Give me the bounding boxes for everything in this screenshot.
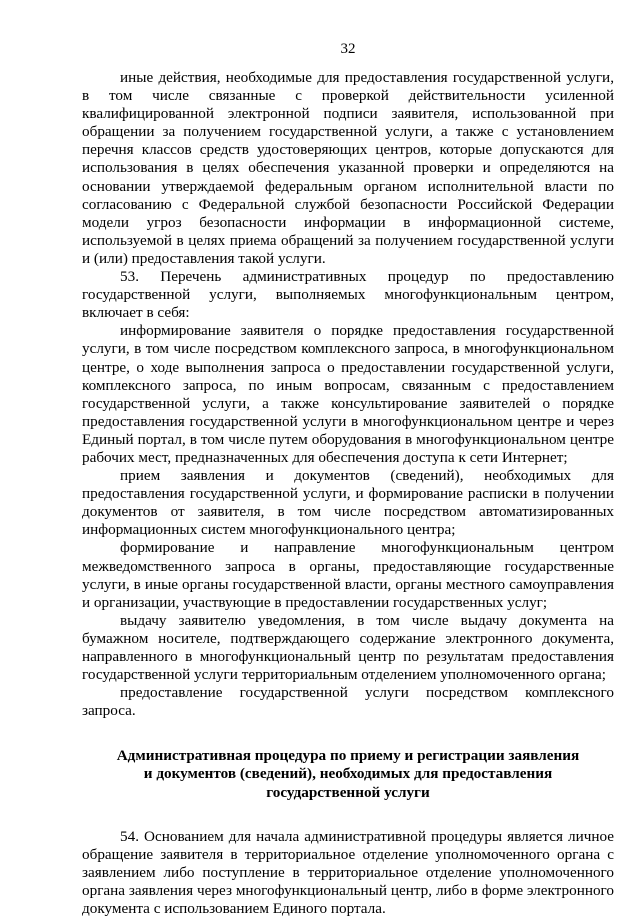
heading-line-2: и документов (сведений), необходимых для предоставления bbox=[143, 765, 553, 783]
document-body bbox=[82, 69, 614, 720]
page-number: 32 bbox=[340, 41, 356, 57]
heading-line-1: Административная процедура по приему и регистрации заявления bbox=[116, 747, 580, 765]
intro-paragraph: иные действия, необходимые для предоставления государственной услуги, в том числе связанные с проверкой действительности усиленной квалифицированной электронной подписи заявителя, использованной при обращении за получением государственной услуги, а также с установлением перечня классов средств удостоверяющих центров, которые допускаются для использования в целях обеспечения указанной проверки и определяются на основании утверждаемой федеральным органом исполнительной власти по согласованию с Федеральной службой безопасности Российской Федерации модели угроз безопасности информации в информационной системе, используемой в целях приема обращений за получением государственной услуги и (или) предоставления такой услуги. bbox=[82, 69, 614, 267]
section-53-item-information: информирование заявителя о порядке предоставления государственной услуги, в том числе посредством комплексного запроса, в многофункциональном центре, о ходе выполнения запроса о предоставлении государственной услуги, комплексного запроса, по иным вопросам, связанным с предоставлением государственной услуги, а также консультирование заявителей о порядке предоставления государственной услуги в многофункциональном центре и через Единый портал, в том числе путем оборудования в многофункциональном центре рабочих мест, предназначенных для обеспечения доступа к сети Интернет; bbox=[82, 322, 614, 466]
section-53-lead: 53. Перечень административных процедур по предоставлению государственной услуги, выполняемых многофункциональным центром, включает в себя: bbox=[82, 268, 614, 322]
section-53-item-complex-request: предоставление государственной услуги посредством комплексного запроса. bbox=[82, 684, 614, 720]
section-53-item-interagency-request: формирование и направление многофункциональным центром межведомственного запроса в органы, предоставляющие государственные услуги, в иные органы государственной власти, органы местного самоуправления и организации, участвующие в предоставлении государственных услуг; bbox=[82, 539, 614, 611]
heading-line-3: государственной услуги bbox=[266, 783, 430, 801]
section-53-item-reception: прием заявления и документов (сведений), необходимых для предоставления государственной услуги, и формирование расписки в получении документов от заявителя, в том числе посредством автоматизированных информационных систем многофункционального центра; bbox=[82, 467, 614, 539]
section-heading bbox=[82, 747, 614, 801]
section-54-paragraph: 54. Основанием для начала административной процедуры является личное обращение заявителя в территориальное отделение уполномоченного органа с заявлением либо поступление в территориальное отделение уполномоченного органа заявления через многофункциональный центр, либо в форме электронного документа с использованием Единого портала. bbox=[82, 827, 614, 918]
document-body-continued bbox=[82, 828, 614, 918]
section-53-item-notification: выдачу заявителю уведомления, в том числе выдачу документа на бумажном носителе, подтверждающего содержание электронного документа, направленного в многофункциональный центр по результатам предоставления государственной услуги территориальным отделением уполномоченного органа; bbox=[82, 611, 614, 684]
